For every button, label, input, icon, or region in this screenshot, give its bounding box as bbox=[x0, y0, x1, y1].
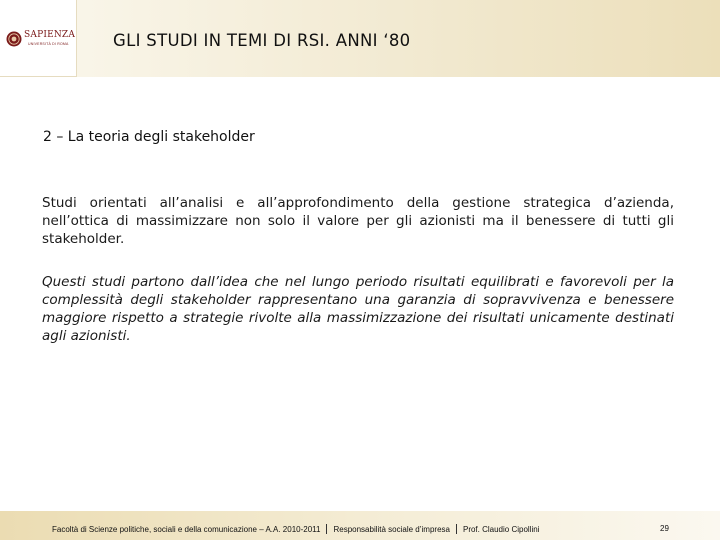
footer-course: Responsabilità sociale d’impresa bbox=[333, 525, 450, 534]
body-paragraph-2: Questi studi partono dall’idea che nel lungo periodo risultati equilibrati e favorevoli per la complessità degli stakeholder rappresentano una garanzia di sopravvivenza e benessere maggiore rispetto a strategie rivolte alla massimizzazione dei risultati unicamente destinati agli azionisti. bbox=[42, 274, 674, 344]
logo-wordmark: SAPIENZA bbox=[24, 30, 76, 40]
body-paragraph-1: Studi orientati all’analisi e all’approfondimento della gestione strategica d’azienda, nell’ottica di massimizzare non solo il valore per gli azionisti ma il benessere di tutti gli stakeholder. bbox=[42, 195, 674, 247]
footer-divider bbox=[456, 524, 457, 534]
page-number: 29 bbox=[660, 524, 669, 533]
sapienza-seal-icon bbox=[6, 31, 22, 47]
footer-info bbox=[52, 524, 539, 534]
slide-title: GLI STUDI IN TEMI DI RSI. ANNI ‘80 bbox=[113, 31, 411, 50]
logo-subtitle: UNIVERSITÀ DI ROMA bbox=[28, 42, 69, 46]
section-heading: 2 – La teoria degli stakeholder bbox=[43, 129, 255, 145]
university-logo bbox=[0, 0, 77, 77]
footer-divider bbox=[326, 524, 327, 534]
footer-faculty: Facoltà di Scienze politiche, sociali e della comunicazione – A.A. 2010-2011 bbox=[52, 525, 321, 534]
footer-professor: Prof. Claudio Cipollini bbox=[462, 525, 540, 534]
